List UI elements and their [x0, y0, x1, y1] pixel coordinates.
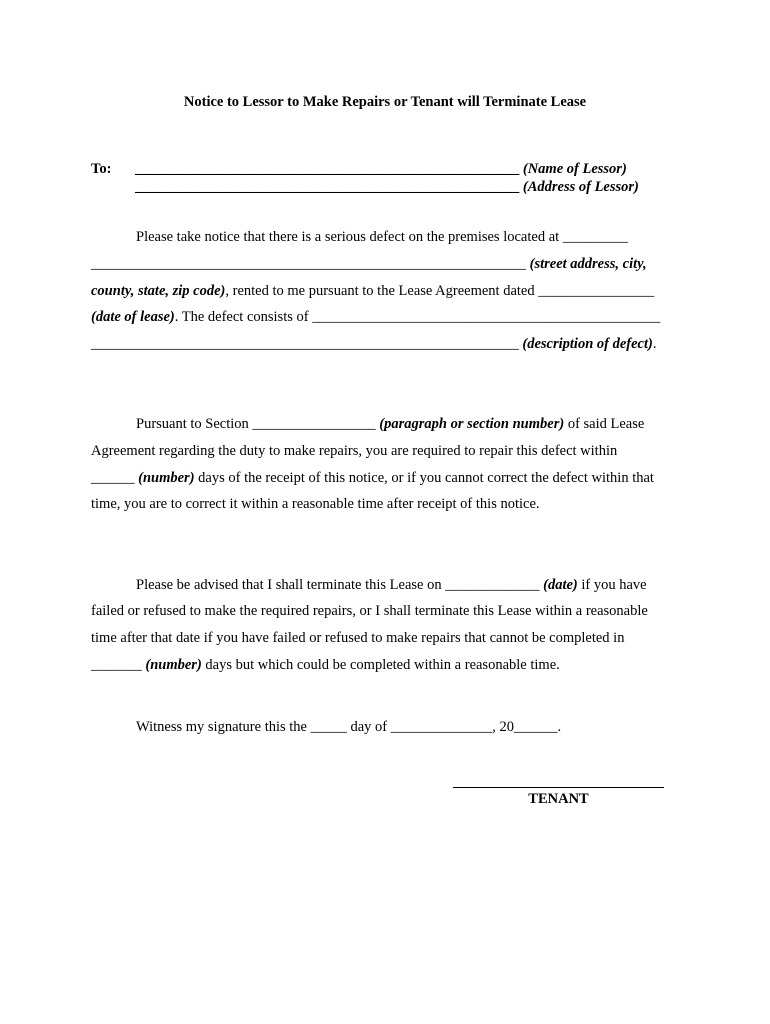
if-you-have-text: if you have: [581, 577, 647, 593]
defect-description-blank: ___________________________________________________________: [91, 336, 519, 352]
document-title: Notice to Lessor to Make Repairs or Tenant will Terminate Lease: [183, 94, 587, 110]
said-lease-text: of said Lease: [567, 416, 645, 432]
para3-line3: time after that date if you have failed or refused to make repairs that cannot be completed in: [91, 630, 625, 646]
para1-line3: [91, 283, 654, 300]
para1-line5: [91, 336, 656, 353]
tenant-label: TENANT: [528, 791, 589, 807]
lessor-name-blank: _____________________________________________________: [135, 161, 520, 177]
date-of-lease-label: (date of lease): [91, 309, 175, 325]
description-of-defect-label: (description of defect): [522, 336, 653, 352]
para1-line1: Please take notice that there is a serious defect on the premises located at _________: [136, 229, 629, 245]
para3-line2: failed or refused to make the required repairs, or I shall terminate this Lease within a reasonable: [91, 603, 648, 619]
defect-consists-text: . The defect consists of ________________________________________________: [174, 309, 661, 325]
para2-line3: [91, 470, 654, 487]
para1-line2: [91, 256, 647, 273]
lessor-name-line: [135, 161, 627, 178]
days-number-blank-2: _______: [91, 657, 142, 673]
date-label: (date): [543, 577, 578, 593]
lessor-address-line: [135, 179, 639, 196]
lessor-address-blank: _____________________________________________________: [135, 179, 520, 195]
para1-line4: [91, 309, 660, 326]
to-label: To:: [91, 161, 112, 177]
para1-end-period: .: [652, 336, 657, 352]
para2-line2: Agreement regarding the duty to make repairs, you are required to repair this defect within: [91, 443, 618, 459]
para2-line4: time, you are to correct it within a reasonable time after receipt of this notice.: [91, 496, 540, 512]
signature-line: [453, 787, 664, 788]
para3-line4: [91, 657, 560, 674]
days-receipt-text: days of the receipt of this notice, or if you cannot correct the defect within that: [198, 470, 654, 486]
reasonable-time-text: days but which could be completed within a reasonable time.: [205, 657, 560, 673]
number-label: (number): [138, 470, 195, 486]
section-number-label: (paragraph or section number): [379, 416, 565, 432]
street-address-blank: ____________________________________________________________: [91, 256, 526, 272]
lessor-address-label: (Address of Lessor): [522, 179, 639, 195]
number-label-2: (number): [145, 657, 202, 673]
county-state-zip-label: county, state, zip code): [91, 283, 226, 299]
lease-date-text: , rented to me pursuant to the Lease Agreement dated ________________: [225, 283, 655, 299]
section-blank-text: Pursuant to Section _________________: [136, 416, 376, 432]
lessor-name-label: (Name of Lessor): [522, 161, 627, 177]
witness-line: Witness my signature this the _____ day of ______________, 20______.: [136, 719, 562, 735]
street-address-label: (street address, city,: [529, 256, 647, 272]
days-number-blank: ______: [91, 470, 135, 486]
terminate-date-text: Please be advised that I shall terminate this Lease on _____________: [136, 577, 540, 593]
para3-line1: [136, 577, 647, 594]
para2-line1: [136, 416, 644, 433]
